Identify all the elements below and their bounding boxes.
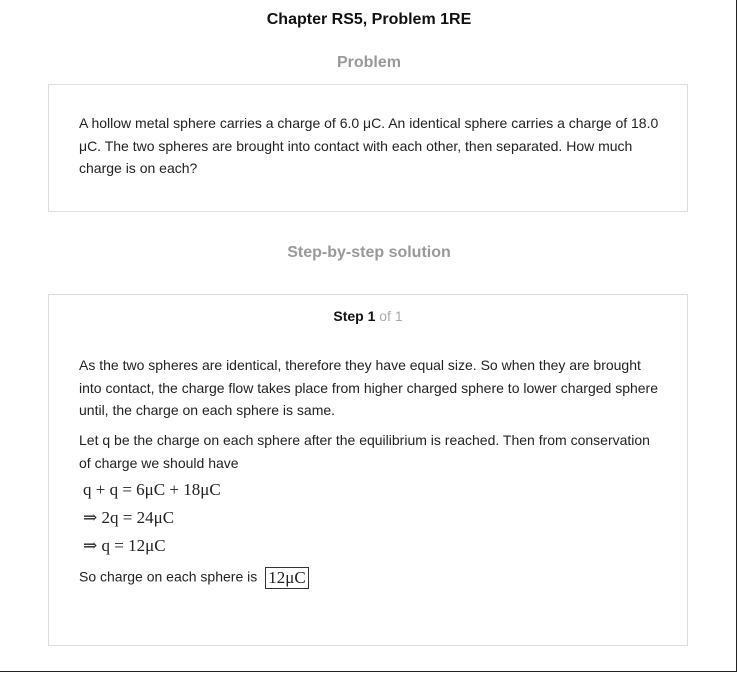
problem-heading: Problem	[336, 54, 401, 71]
step-label: Step 1	[333, 308, 376, 324]
equation-1: q + q = 6μC + 18μC	[83, 480, 221, 499]
equation-2: ⇒ 2q = 24μC	[83, 508, 175, 527]
problem-text: A hollow metal sphere carries a charge of 6.0 μC. An identical sphere carries a charge of 18.0 μC. The two spheres are brought into contact with each other, then separated. How much charge is on each?	[79, 115, 659, 176]
page-title: Chapter RS5, Problem 1RE	[266, 11, 472, 28]
solution-paragraph-2: Let q be the charge on each sphere after the equilibrium is reached. Then from conservation of charge we should have	[79, 432, 650, 471]
solution-heading: Step-by-step solution	[287, 244, 451, 261]
conclusion-row	[79, 567, 309, 589]
solution-paragraph-1: As the two spheres are identical, therefore they have equal size. So when they are brought into contact, the charge flow takes place from higher charged sphere to lower charged sphere until, the charge on each sphere is same.	[79, 357, 658, 418]
step-header	[49, 308, 687, 324]
step-count: of 1	[379, 308, 403, 324]
equation-3: ⇒ q = 12μC	[83, 536, 166, 555]
final-answer: 12μC	[265, 567, 308, 589]
problem-box	[48, 84, 688, 212]
conclusion-text: So charge on each sphere is	[79, 568, 258, 585]
solution-box	[48, 294, 688, 646]
